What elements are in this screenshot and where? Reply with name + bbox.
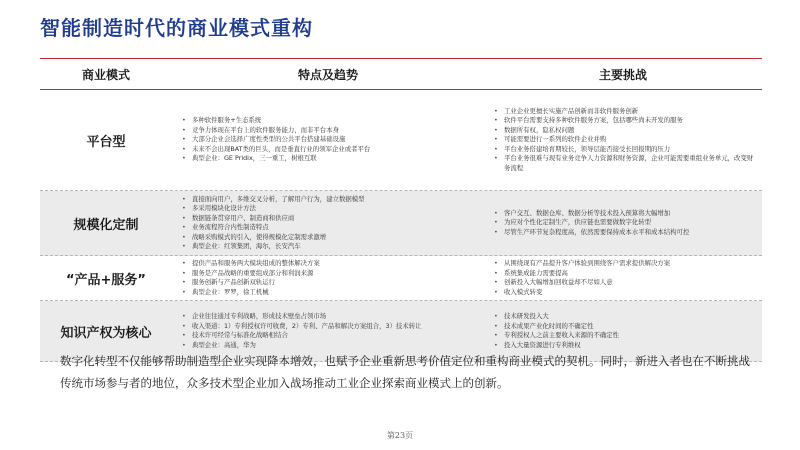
bullet-item: • 战略采购模式的引入，使得规模化定制需求激增 xyxy=(180,233,480,243)
bullet-item: • 典型企业：罗罗，徐工机械 xyxy=(180,288,480,298)
summary-paragraph: 数字化转型不仅能够帮助制造型企业实现降本增效，也赋予企业重新思考价值定位和重构商业模式的契机。同时，新进入者也在不断挑战传统市场参与者的地位，众多技术型企业加入战场推动工业企业探索商业模式上的创新。 xyxy=(60,354,750,390)
bullet-item: • 为应对个性化定制生产，供应链也需要做数字化转型 xyxy=(492,218,758,228)
bullet-item: • 平台业务搭建培育期较长，领导层能否接受长回报期的压力 xyxy=(492,145,758,155)
challenges-cell xyxy=(484,90,762,190)
bullet-item: • 数据所有权，隐私权问题 xyxy=(492,126,758,136)
bullet-item: • 大部分企业会选择广度性类型的公共平台搭建基础设施 xyxy=(180,135,480,145)
trends-cell xyxy=(172,90,484,190)
bullet-item: • 业务流程符合内性制造特点 xyxy=(180,223,480,233)
table-header-row xyxy=(40,58,762,90)
bullet-item: • 服务创新与产品创新双轨运行 xyxy=(180,278,480,288)
bullet-item: • 典型企业：GE Pridix，三一重工，树根互联 xyxy=(180,154,480,164)
bullet-item: • 未来不会出现BAT类的巨头，而是垂直行业的领军企业或者平台 xyxy=(180,145,480,155)
model-name: 平台型 xyxy=(86,134,126,150)
bullet-item: • 技术研发投入大 xyxy=(492,312,758,322)
bullet-item: • 收入模式转变 xyxy=(492,288,758,298)
bullet-item: • 创新投入大幅增加回收益却不尽如人意 xyxy=(492,278,758,288)
bullet-item: • 典型企业：高通，华为 xyxy=(180,341,480,351)
trends-cell xyxy=(172,256,484,300)
bullet-item: • 企业往往通过专利战略，形成技术壁垒占领市场 xyxy=(180,312,480,322)
table-row-mass-customization xyxy=(40,191,762,256)
bullet-item: • 典型企业：红领集团，海尔，长安汽车 xyxy=(180,242,480,252)
bullet-item: • 平台业务很难与现有业务竞争人力资源和财务资源，企业可能需要重组业务单元，改变财务流程 xyxy=(492,154,758,173)
bullet-item: • 收入渠道：1）专利授权许可收费，2）专利、产品和解决方案组合，3）技术转让 xyxy=(180,322,480,332)
bullet-item: • 技术成果产业化时间的不确定性 xyxy=(492,322,758,332)
bullet-item: • 多采用模块化设计方法 xyxy=(180,204,480,214)
model-name: 规模化定制 xyxy=(73,217,139,233)
bullet-item: • 技术许可经常与标准化战略相结合 xyxy=(180,331,480,341)
challenges-cell xyxy=(484,256,762,300)
bullet-item: • 尽管生产环节复杂程度高，依然需要保持成本水平和成本结构可控 xyxy=(492,228,758,238)
trends-cell xyxy=(172,191,484,255)
header-challenges: 主要挑战 xyxy=(598,67,647,82)
table-row-platform xyxy=(40,90,762,191)
business-model-table xyxy=(40,58,762,362)
challenges-cell xyxy=(484,191,762,255)
table-row-product-service xyxy=(40,256,762,301)
slide-title: 智能制造时代的商业模式重构 xyxy=(40,16,313,40)
model-name: 知识产权为核心 xyxy=(60,325,152,341)
bullet-item: • 从围绕现有产品提升客户体验到围绕客户需求提供解决方案 xyxy=(492,259,758,269)
bullet-item: • 多种软件服务+生态系统 xyxy=(180,116,480,126)
bullet-item: • 直接面向用户，多维交叉分析，了解用户行为，建立数据模型 xyxy=(180,195,480,205)
bullet-item: • 工业企业更擅长实施产品创新而非软件服务创新 xyxy=(492,107,758,117)
bullet-item: • 系统集成能力需要提高 xyxy=(492,269,758,279)
bullet-item: • 软件平台需要支持多种软件服务方案，包括哪些尚未开发的服务 xyxy=(492,116,758,126)
bullet-item: • 专利授权人之前主要收入来源的不确定性 xyxy=(492,331,758,341)
bullet-item: • 投入大量资源进行专利维权 xyxy=(492,341,758,351)
bullet-item: • 服务是产品战略的重要组成部分和利润来源 xyxy=(180,269,480,279)
bullet-item: • 数据链条贯穿用户、制造商和供应商 xyxy=(180,214,480,224)
page-number: 第23页 xyxy=(386,431,414,440)
bullet-item: • 客户交互、数据仓库、数据分析等技术投入预算将大幅增加 xyxy=(492,209,758,219)
bullet-item: • 可能需要进行一系列的软件企业并购 xyxy=(492,135,758,145)
model-name: “产品+服务” xyxy=(66,272,146,288)
header-trends: 特点及趋势 xyxy=(297,67,358,82)
bullet-item: • 提供产品和服务两大模块组成的整体解决方案 xyxy=(180,259,480,269)
header-model: 商业模式 xyxy=(81,67,130,82)
bullet-item: • 竞争力体现在平台上的软件服务能力，而非平台本身 xyxy=(180,126,480,136)
